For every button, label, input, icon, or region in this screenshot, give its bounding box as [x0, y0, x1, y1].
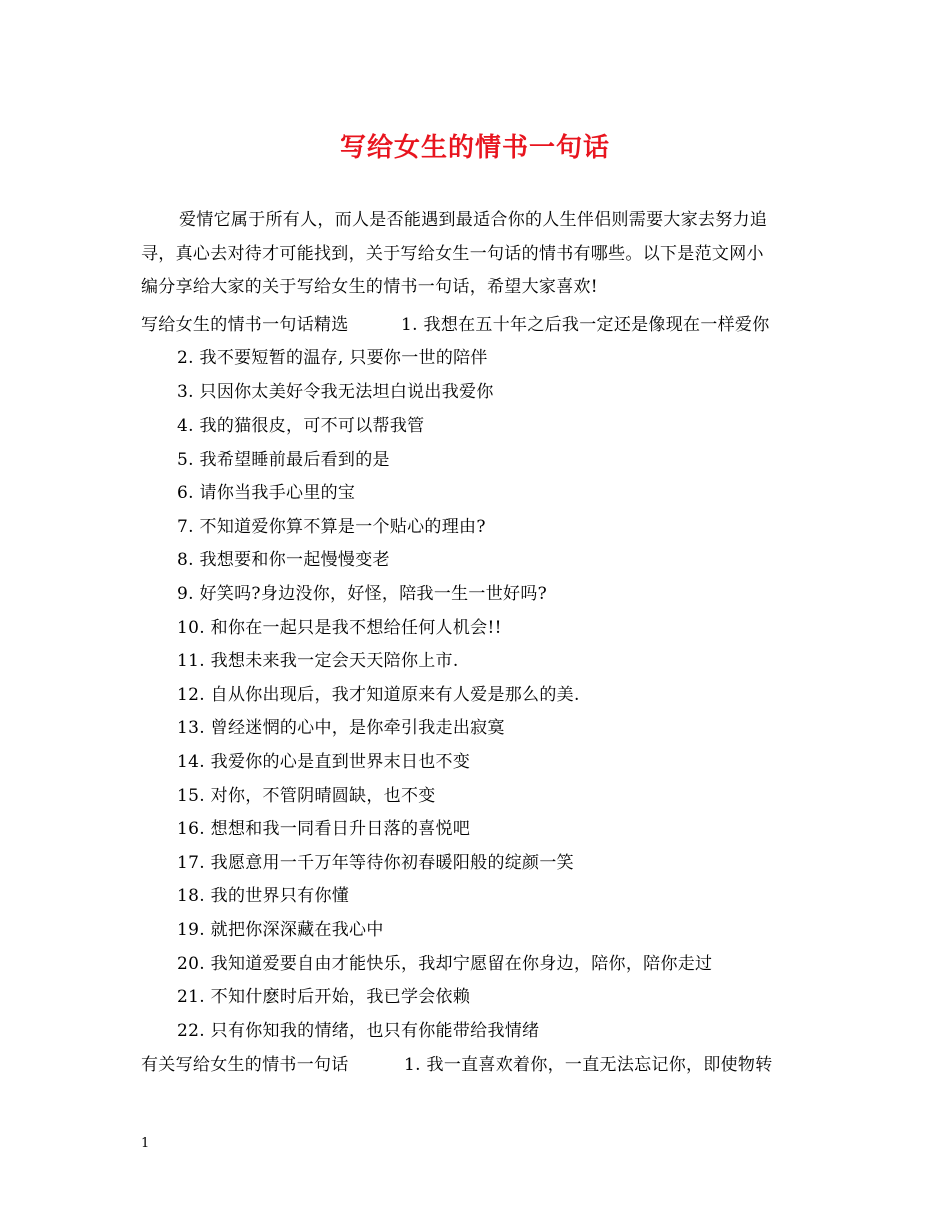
list-item: 1. 我一直喜欢着你，一直无法忘记你，即使物转 — [404, 1055, 773, 1075]
list-item: 21. 不知什麽时后开始，我已学会依赖 — [177, 987, 471, 1007]
section-heading: 写给女生的情书一句话精选 — [141, 315, 349, 335]
list-item: 20. 我知道爱要自由才能快乐，我却宁愿留在你身边，陪你，陪你走过 — [177, 954, 713, 974]
intro-line-3: 编分享给大家的关于写给女生的情书一句话，希望大家喜欢! — [141, 277, 598, 297]
list-item: 12. 自从你出现后，我才知道原来有人爱是那么的美. — [177, 685, 580, 705]
list-item: 18. 我的世界只有你懂 — [177, 886, 350, 906]
list-item: 1. 我想在五十年之后我一定还是像现在一样爱你 — [401, 315, 770, 335]
list-item: 17. 我愿意用一千万年等待你初春暖阳般的绽颜一笑 — [177, 853, 574, 873]
list-item: 15. 对你，不管阴晴圆缺，也不变 — [177, 786, 436, 806]
list-item: 14. 我爱你的心是直到世界末日也不变 — [177, 752, 471, 772]
list-item: 16. 想想和我一同看日升日落的喜悦吧 — [177, 819, 471, 839]
list-item: 3. 只因你太美好令我无法坦白说出我爱你 — [177, 382, 494, 402]
list-item: 8. 我想要和你一起慢慢变老 — [177, 550, 390, 570]
section-heading: 有关写给女生的情书一句话 — [141, 1055, 349, 1075]
section-heading-row — [141, 313, 770, 337]
list-item: 11. 我想未来我一定会天天陪你上市. — [177, 651, 459, 671]
list-item: 19. 就把你深深藏在我心中 — [177, 920, 384, 940]
list-item: 7. 不知道爱你算不算是一个贴心的理由? — [177, 517, 486, 537]
page-number: 1 — [141, 1136, 150, 1151]
section-heading-row — [141, 1053, 773, 1077]
list-item: 2. 我不要短暂的温存, 只要你一世的陪伴 — [177, 348, 488, 368]
list-item: 10. 和你在一起只是我不想给任何人机会!! — [177, 618, 502, 638]
intro-line-1: 爱情它属于所有人，而人是否能遇到最适合你的人生伴侣则需要大家去努力追 — [179, 210, 768, 230]
list-item: 13. 曾经迷惘的心中，是你牵引我走出寂寞 — [177, 718, 505, 738]
list-item: 5. 我希望睡前最后看到的是 — [177, 450, 390, 470]
list-item: 22. 只有你知我的情绪，也只有你能带给我情绪 — [177, 1021, 540, 1041]
list-item: 4. 我的猫很皮，可不可以帮我管 — [177, 416, 425, 436]
list-item: 9. 好笑吗?身边没你，好怪，陪我一生一世好吗? — [177, 584, 548, 604]
list-item: 6. 请你当我手心里的宝 — [177, 483, 356, 503]
document-title: 写给女生的情书一句话 — [339, 133, 610, 163]
intro-line-2: 寻，真心去对待才可能找到，关于写给女生一句话的情书有哪些。以下是范文网小 — [141, 244, 764, 264]
